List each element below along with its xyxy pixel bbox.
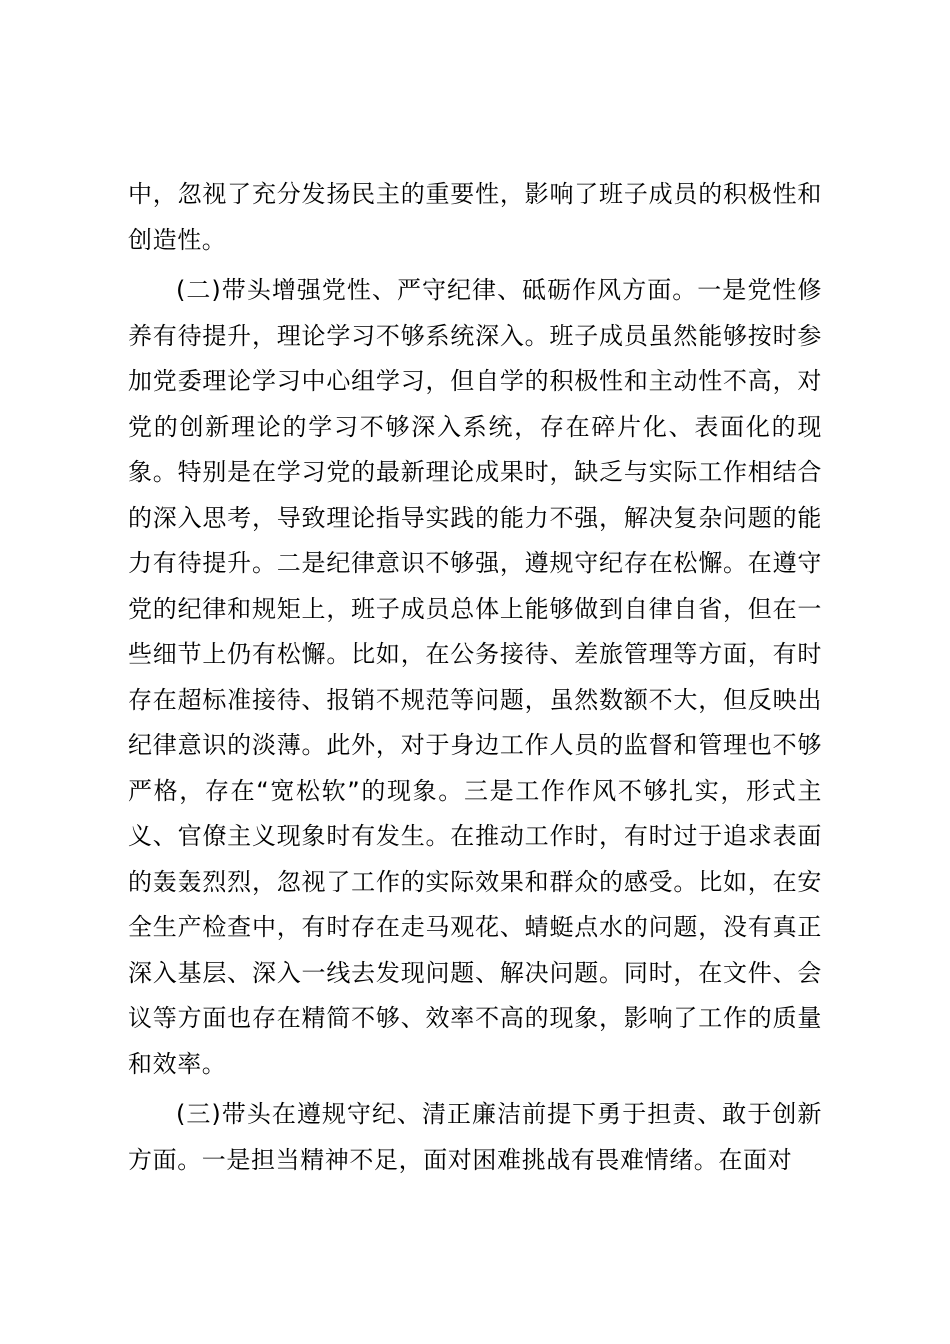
paragraph-section-three: (三)带头在遵规守纪、清正廉洁前提下勇于担责、敢于创新方面。一是担当精神不足，面对困难挑战有畏难情绪。在面对	[128, 1100, 822, 1174]
document-body	[128, 172, 822, 1188]
paragraph-section-two: (二)带头增强党性、严守纪律、砥砺作风方面。一是党性修养有待提升，理论学习不够系统深入。班子成员虽然能够按时参加党委理论学习中心组学习，但自学的积极性和主动性不高，对党的创新理论的学习不够深入系统，存在碎片化、表面化的现象。特别是在学习党的最新理论成果时，缺乏与实际工作相结合的深入思考，导致理论指导实践的能力不强，解决复杂问题的能力有待提升。二是纪律意识不够强，遵规守纪存在松懈。在遵守党的纪律和规矩上，班子成员总体上能够做到自律自省，但在一些细节上仍有松懈。比如，在公务接待、差旅管理等方面，有时存在超标准接待、报销不规范等问题，虽然数额不大，但反映出纪律意识的淡薄。此外，对于身边工作人员的监督和管理也不够严格，存在“宽松软”的现象。三是工作作风不够扎实，形式主义、官僚主义现象时有发生。在推动工作时，有时过于追求表面的轰轰烈烈，忽视了工作的实际效果和群众的感受。比如，在安全生产检查中，有时存在走马观花、蜻蜓点水的问题，没有真正深入基层、深入一线去发现问题、解决问题。同时，在文件、会议等方面也存在精简不够、效率不高的现象，影响了工作的质量和效率。	[128, 276, 822, 1078]
paragraph-continuation: 中，忽视了充分发扬民主的重要性，影响了班子成员的积极性和创造性。	[128, 180, 822, 254]
